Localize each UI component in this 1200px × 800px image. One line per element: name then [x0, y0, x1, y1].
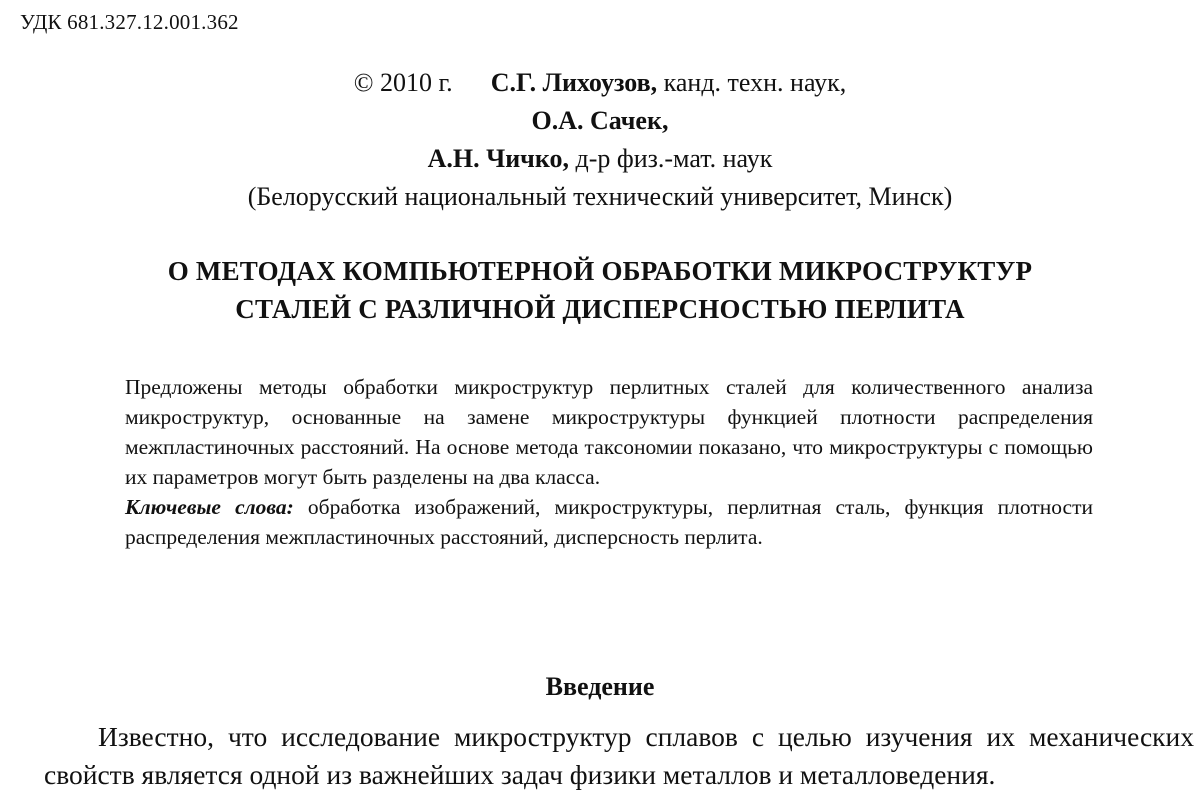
author-1-name: С.Г. Лихоузов,	[490, 68, 658, 97]
intro-section	[44, 718, 1194, 794]
author-line-1	[0, 64, 1200, 102]
copyright-year: © 2010 г.	[353, 68, 453, 97]
udk-code: УДК 681.327.12.001.362	[20, 10, 239, 34]
intro-paragraph: Известно, что исследование микроструктур сплавов с целью изучения их механических свойств является одной из важнейших задач физики металлов и металловедения.	[44, 721, 1194, 790]
keywords-paragraph	[125, 492, 1093, 552]
title-line-1: О МЕТОДАХ КОМПЬЮТЕРНОЙ ОБРАБОТКИ МИКРОСТРУКТУР	[167, 256, 1033, 286]
author-1-degree: канд. техн. наук,	[657, 68, 847, 97]
author-3-name: А.Н. Чичко,	[427, 144, 569, 173]
abstract-text: Предложены методы обработки микроструктур перлитных сталей для количественного анализа микроструктур, основанные на замене микроструктуры функцией плотности распределения межпластиночных расстояний. На основе метода таксономии показано, что микроструктуры с помощью их параметров могут быть разделены на два класса.	[125, 375, 1093, 489]
affiliation: (Белорусский национальный технический университет, Минск)	[247, 182, 953, 211]
author-line-3	[0, 140, 1200, 178]
title-line-2: СТАЛЕЙ С РАЗЛИЧНОЙ ДИСПЕРСНОСТЬЮ ПЕРЛИТА	[235, 294, 965, 324]
keywords-label: Ключевые слова:	[125, 495, 294, 519]
author-3-degree: д-р физ.-мат. наук	[568, 144, 773, 173]
author-line-2	[0, 102, 1200, 140]
paper-title	[0, 252, 1200, 328]
abstract	[125, 372, 1093, 552]
author-2-name: О.А. Сачек,	[531, 106, 669, 135]
section-heading: Введение	[545, 672, 655, 701]
keywords-text: обработка изображений, микроструктуры, перлитная сталь, функция плотности распределения межпластиночных расстояний, дисперсность перлита.	[125, 495, 1093, 549]
